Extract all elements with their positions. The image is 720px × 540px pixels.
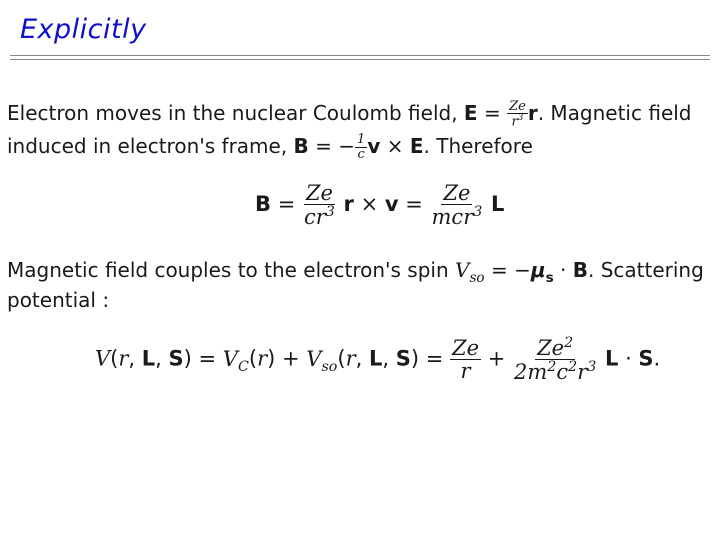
spin-coupling-formula: $V_{so} = -\mu_s \cdot B$. <box>455 258 601 286</box>
slide-title: Explicitly <box>20 14 147 45</box>
paragraph-1-line-2 <box>7 131 533 162</box>
title-rule-bottom <box>10 59 710 60</box>
paragraph-2-line-1 <box>7 255 704 293</box>
paragraph-1-line-2-text: induced in electron's frame, <box>7 134 288 158</box>
magnetic-field-formula: B = − $\frac{1}{c}$ v × E. <box>293 132 437 162</box>
coulomb-field-formula: E = $\frac{Ze}{r^3}$ r. <box>463 98 551 130</box>
paragraph-1-line-2-tail: Therefore <box>436 134 533 158</box>
paragraph-2-line-2 <box>7 285 109 315</box>
paragraph-2-line-2-text: potential : <box>7 288 110 312</box>
paragraph-1-line-1-tail: Magnetic field <box>550 101 692 125</box>
title-rule-top <box>10 55 710 56</box>
paragraph-1-line-1-text: Electron moves in the nuclear Coulomb field, <box>7 101 458 125</box>
display-equation-b: B = $\frac{Ze}{cr^3}$ r × v = $\frac{Ze}{mcr^3}$ L <box>255 181 505 230</box>
paragraph-1-line-1 <box>7 98 692 129</box>
paragraph-2-line-1-tail: Scattering <box>600 258 704 282</box>
paragraph-2-line-1-text: Magnetic field couples to the electron's spin <box>7 258 449 282</box>
display-equation-potential: V(r, L, $S) = V_C(r) + V_{so}(r$, L, S) = $\frac{Ze}{r}$ + $\frac{Ze^2}{2m^2c^2r^3}$ L · S. <box>95 335 661 385</box>
